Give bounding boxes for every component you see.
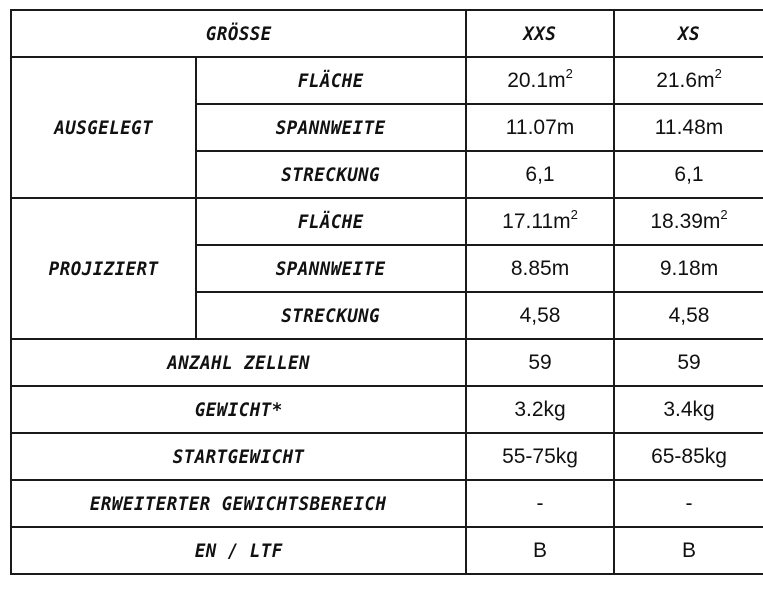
- value-cell: [614, 151, 763, 198]
- value-text: $20.1m^2$: [507, 65, 573, 92]
- value-text: 55-75kg: [502, 444, 578, 468]
- value-text: 6,1: [674, 162, 704, 186]
- value-text: $21.6m^2$: [656, 65, 722, 92]
- header-size-cell: [11, 10, 466, 57]
- row-label-cell: [11, 480, 466, 527]
- table-row: [11, 433, 763, 480]
- superscript: 2: [565, 65, 573, 81]
- row-label: ERWEITERTER GEWICHTSBEREICH: [90, 492, 387, 515]
- header-xs-label: XS: [678, 22, 700, 45]
- table-row: [11, 386, 763, 433]
- value-text: B: [682, 538, 697, 562]
- value-text: 4,58: [519, 303, 561, 327]
- row-label: GEWICHT*: [194, 398, 283, 421]
- table-row: [11, 198, 763, 245]
- row-label-cell: [11, 386, 466, 433]
- row-label-cell: [196, 104, 466, 151]
- value-text: 8.85m: [510, 256, 570, 280]
- header-size-label: GRÖSSE: [205, 22, 272, 45]
- value-cell: [614, 386, 763, 433]
- value-text: 59: [528, 350, 552, 374]
- value-cell: [466, 292, 614, 339]
- value-cell: [466, 104, 614, 151]
- value-text: $18.39m^2$: [650, 206, 728, 233]
- value-cell: [614, 292, 763, 339]
- value-cell: [466, 245, 614, 292]
- table-row: [11, 57, 763, 104]
- table-row: [11, 339, 763, 386]
- row-label: ANZAHL ZELLEN: [167, 351, 310, 374]
- row-label: FLÄCHE: [298, 210, 364, 233]
- value-text: $17.11m^2$: [502, 206, 578, 233]
- value-cell: [466, 386, 614, 433]
- value-text: 11.48m: [654, 115, 724, 139]
- value-text: 4,58: [668, 303, 710, 327]
- value-text: 65-85kg: [651, 444, 727, 468]
- value-cell: [614, 433, 763, 480]
- group-projiziert-label: PROJIZIERT: [48, 257, 159, 280]
- row-label-cell: [196, 57, 466, 104]
- value-cell: [466, 198, 614, 245]
- value-cell: [466, 433, 614, 480]
- row-label: SPANNWEITE: [276, 257, 386, 280]
- group-ausgelegt-label: AUSGELEGT: [54, 116, 153, 139]
- row-label-cell: [11, 527, 466, 574]
- row-label-cell: [11, 433, 466, 480]
- value-text: 6,1: [525, 162, 555, 186]
- value-text: 11.07m: [505, 115, 575, 139]
- value-text: 3.2kg: [514, 397, 566, 421]
- row-label-cell: [11, 339, 466, 386]
- row-label-cell: [196, 292, 466, 339]
- superscript: 2: [714, 65, 722, 81]
- value-cell: [614, 480, 763, 527]
- table-row: [11, 480, 763, 527]
- value-cell: [466, 151, 614, 198]
- row-label: STARTGEWICHT: [172, 445, 305, 468]
- value-cell: [466, 480, 614, 527]
- header-xxs-cell: [466, 10, 614, 57]
- group-projiziert-cell: [11, 198, 196, 339]
- group-ausgelegt-cell: [11, 57, 196, 198]
- table-row: [11, 527, 763, 574]
- value-text: 3.4kg: [663, 397, 715, 421]
- value-text: B: [533, 538, 548, 562]
- value-text: 9.18m: [659, 256, 719, 280]
- value-cell: [614, 104, 763, 151]
- value-cell: [466, 57, 614, 104]
- row-label: FLÄCHE: [298, 69, 364, 92]
- row-label-cell: [196, 245, 466, 292]
- superscript: 2: [720, 206, 728, 222]
- value-text: -: [685, 491, 693, 515]
- header-xxs-label: XXS: [523, 22, 557, 45]
- value-cell: [466, 339, 614, 386]
- row-label: EN / LTF: [194, 539, 283, 562]
- row-label-cell: [196, 151, 466, 198]
- superscript: 2: [570, 206, 578, 222]
- row-label: STRECKUNG: [281, 304, 381, 327]
- value-cell: [614, 57, 763, 104]
- value-cell: [614, 527, 763, 574]
- value-text: -: [536, 491, 544, 515]
- value-cell: [614, 245, 763, 292]
- value-cell: [614, 339, 763, 386]
- value-cell: [614, 198, 763, 245]
- row-label: SPANNWEITE: [276, 116, 386, 139]
- spec-table: [10, 9, 763, 575]
- header-xs-cell: [614, 10, 763, 57]
- value-cell: [466, 527, 614, 574]
- row-label: STRECKUNG: [281, 163, 381, 186]
- row-label-cell: [196, 198, 466, 245]
- value-text: 59: [677, 350, 701, 374]
- header-row: [11, 10, 763, 57]
